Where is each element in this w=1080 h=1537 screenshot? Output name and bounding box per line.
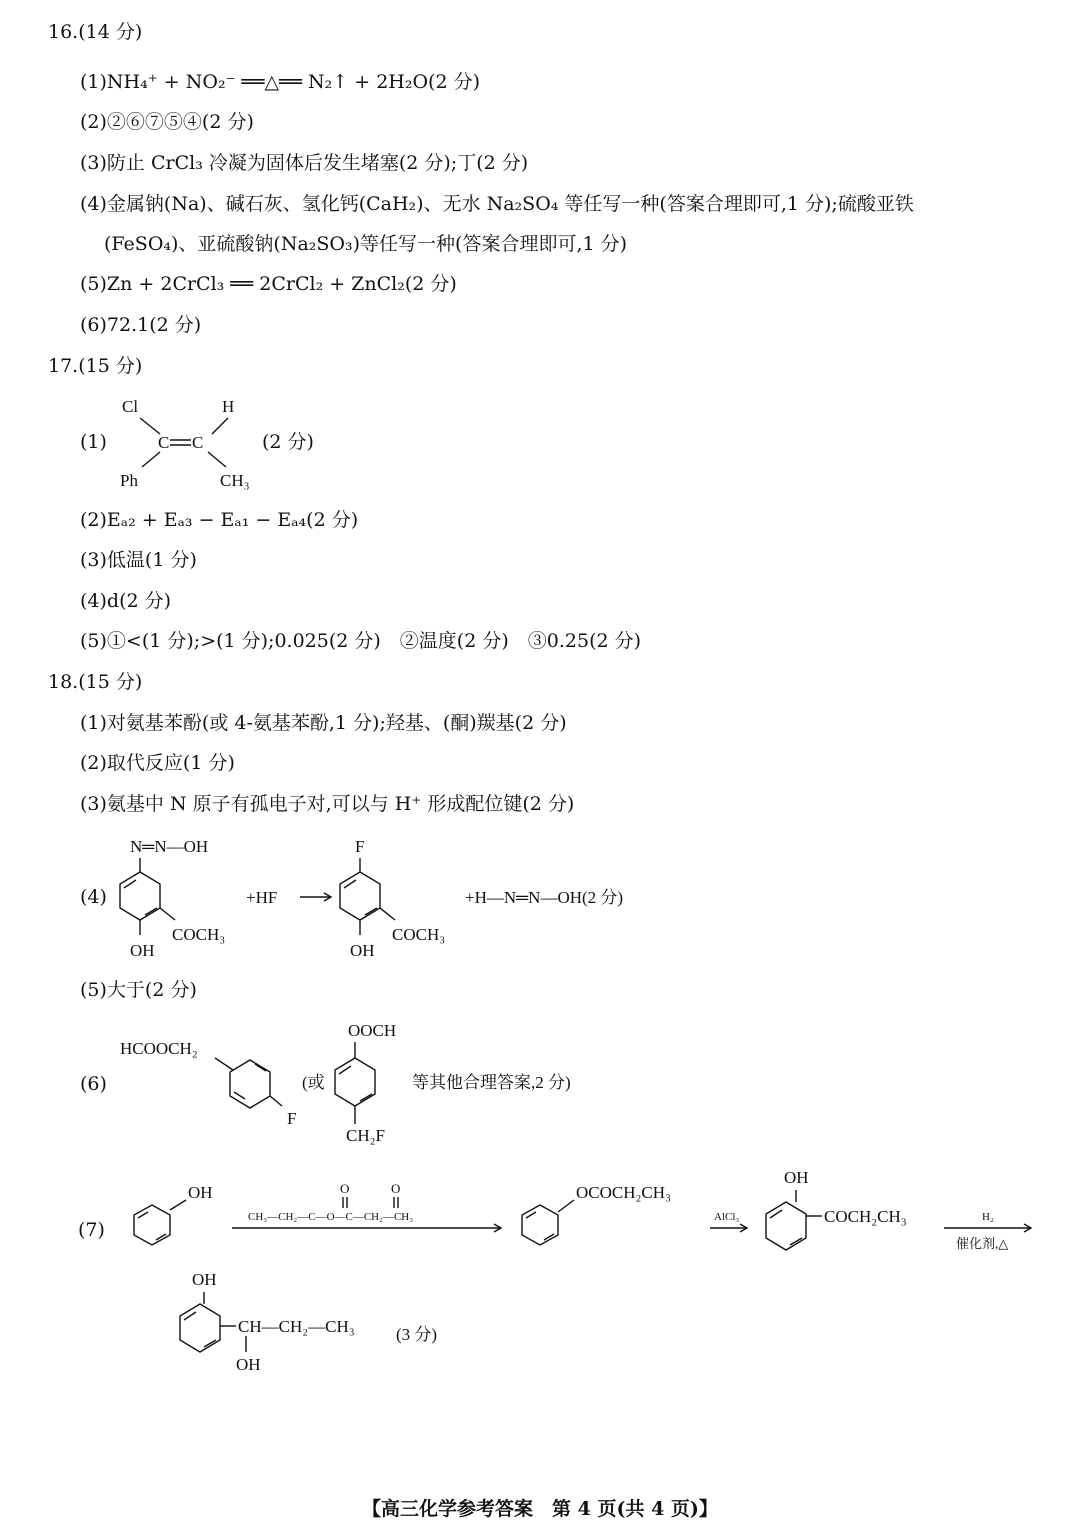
- alkene-h-label: H: [222, 397, 235, 416]
- isomer1-f: F: [287, 1109, 297, 1128]
- q16-answer-6: (6)72.1(2 分): [80, 314, 202, 336]
- reaction-plus-hf: +HF: [246, 888, 278, 907]
- phenol-oh: OH: [188, 1183, 213, 1202]
- q16-answer-5: (5)Zn + 2CrCl₃ ══ 2CrCl₂ + ZnCl₂(2 分): [80, 273, 457, 295]
- q17-answer-2: (2)Eₐ₂ + Eₐ₃ − Eₐ₁ − Eₐ₄(2 分): [80, 509, 359, 531]
- q18-answer-2: (2)取代反应(1 分): [80, 752, 235, 774]
- alkene-cl-label: Cl: [122, 397, 139, 416]
- q18-7-ketone: [766, 1168, 907, 1250]
- q18-answer-5: (5)大于(2 分): [80, 979, 197, 1001]
- isomer2-ch2f: CH₂F: [346, 1126, 385, 1145]
- anhydride-o2: O: [391, 1181, 401, 1196]
- q18-7-phenol: [134, 1183, 213, 1245]
- product-f: F: [355, 837, 365, 856]
- q18-4-product: [340, 837, 445, 960]
- q18-4-reactant: [120, 837, 225, 960]
- reactant-n-n-oh: N═N—OH: [130, 837, 209, 856]
- isomer1-benzene-ring: [230, 1060, 270, 1108]
- anhydride-o1: O: [340, 1181, 350, 1196]
- alcl3-label: AlCl₃: [714, 1211, 740, 1223]
- final-oh-bottom: OH: [236, 1355, 261, 1374]
- isomer2-benzene-ring: [335, 1058, 375, 1106]
- q18-7-ester: [522, 1183, 671, 1245]
- ketone-oh: OH: [784, 1168, 809, 1187]
- reaction-product-2: +H—N═N—OH(2 分): [465, 888, 624, 907]
- q18-answer-4-label: (4): [80, 886, 107, 908]
- alkene-c1-label: C: [158, 433, 170, 452]
- q18-header: 18.(15 分): [48, 671, 143, 693]
- isomer-or: (或: [302, 1073, 325, 1092]
- q17-answer-1-label: (1): [80, 431, 107, 453]
- alkene-ph-label: Ph: [120, 471, 138, 490]
- isomer2-ooch: OOCH: [348, 1021, 397, 1040]
- ketone-benzene-ring: [766, 1202, 806, 1250]
- product-coch3: COCH₃: [392, 925, 446, 944]
- final-oh-top: OH: [192, 1270, 217, 1289]
- reactant-coch3: COCH₃: [172, 925, 226, 944]
- ester-benzene-ring: [522, 1205, 558, 1245]
- q16-answer-4b: (FeSO₄)、亚硫酸钠(Na₂SO₃)等任写一种(答案合理即可,1 分): [104, 233, 628, 255]
- ester-group: OCOCH₂CH₃: [576, 1183, 671, 1202]
- alkene-ch3-label: CH₃: [220, 471, 250, 490]
- phenol-benzene-ring: [134, 1205, 170, 1245]
- q16-answer-1: (1)NH₄⁺ + NO₂⁻ ══△══ N₂↑ + 2H₂O(2 分): [80, 71, 481, 93]
- h2-label: H₂: [982, 1211, 994, 1223]
- q17-answer-3: (3)低温(1 分): [80, 549, 197, 571]
- catalyst-label: 催化剂,△: [956, 1236, 1009, 1251]
- q16-answer-2: (2)②⑥⑦⑤④(2 分): [80, 111, 254, 133]
- final-score: (3 分): [396, 1325, 438, 1344]
- product-oh: OH: [350, 941, 375, 960]
- q17-answer-1-score: (2 分): [262, 431, 314, 453]
- q17-answer-4: (4)d(2 分): [80, 590, 172, 612]
- q18-6-isomer-1: [120, 1039, 296, 1128]
- ketone-group: COCH₂CH₃: [824, 1207, 907, 1226]
- q18-answer-6-label: (6): [80, 1073, 107, 1095]
- reactant-oh: OH: [130, 941, 155, 960]
- q18-answer-7-label: (7): [78, 1219, 105, 1241]
- page-footer: 【高三化学参考答案 第 4 页(共 4 页)】: [362, 1498, 718, 1520]
- isomer-tail: 等其他合理答案,2 分): [412, 1073, 571, 1092]
- q18-7-final-product: [180, 1270, 437, 1374]
- q18-answer-1: (1)对氨基苯酚(或 4-氨基苯酚,1 分);羟基、(酮)羰基(2 分): [80, 712, 567, 734]
- q16-header: 16.(14 分): [48, 21, 143, 43]
- q17-alkene-structure: [120, 397, 250, 490]
- q16-answer-4a: (4)金属钠(Na)、碱石灰、氢化钙(CaH₂)、无水 Na₂SO₄ 等任写一种(答案合理即可,1 分);硫酸亚铁: [80, 193, 914, 215]
- q18-6-isomer-2: [335, 1021, 396, 1145]
- reactant-benzene-ring: [120, 872, 160, 920]
- q17-answer-5: (5)①<(1 分);>(1 分);0.025(2 分) ②温度(2 分) ③0.25(2 分): [80, 630, 642, 652]
- q16-answer-3: (3)防止 CrCl₃ 冷凝为固体后发生堵塞(2 分);丁(2 分): [80, 152, 529, 174]
- q18-answer-3: (3)氨基中 N 原子有孤电子对,可以与 H⁺ 形成配位键(2 分): [80, 793, 575, 815]
- product-benzene-ring: [340, 872, 380, 920]
- final-benzene-ring: [180, 1304, 220, 1352]
- q17-header: 17.(15 分): [48, 355, 143, 377]
- final-chain: CH—CH₂—CH₃: [238, 1317, 355, 1336]
- reagent-propionic-anhydride: CH₃—CH₂—C—O—C—CH₂—CH₃: [248, 1211, 414, 1223]
- isomer1-hcooch2: HCOOCH₂: [120, 1039, 198, 1058]
- alkene-c2-label: C: [192, 433, 204, 452]
